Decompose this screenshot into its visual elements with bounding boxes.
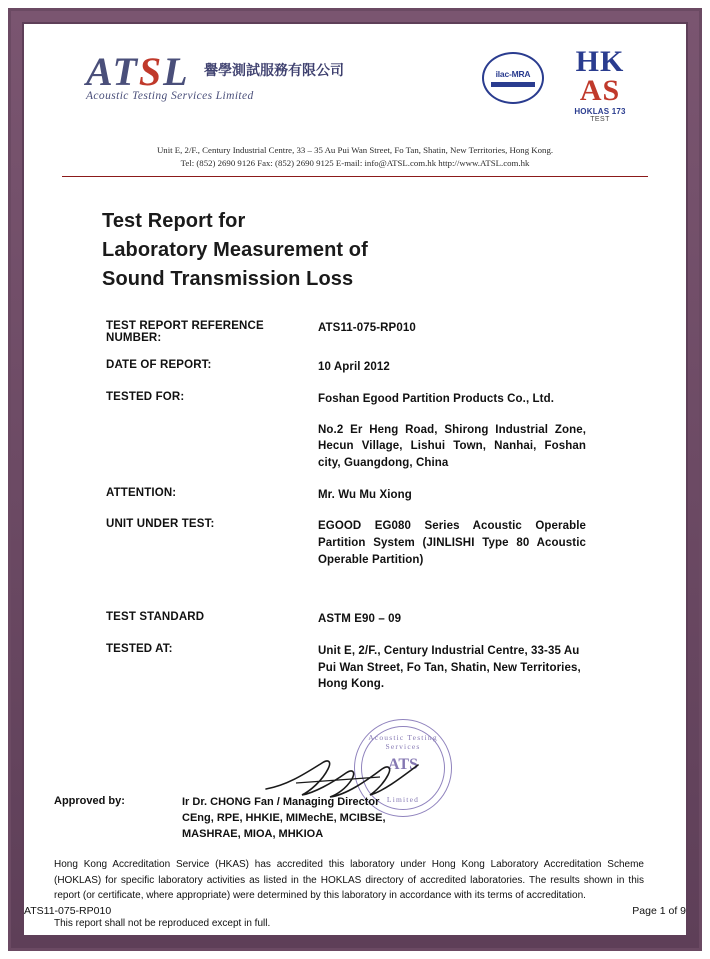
footer-page-number: Page 1 of 9: [632, 905, 686, 917]
field-row: [106, 518, 666, 568]
accreditation-note: Hong Kong Accreditation Service (HKAS) has accredited this laboratory under Hong Kong Laboratory Accreditation Scheme (HOKLAS) for specific laboratory activities as listed in the HOKLAS directory of accredited laboratories. The results shown in this report (or certificate, where appropriate) were determined by this laboratory in accordance with its terms of accreditation.: [54, 859, 644, 902]
stamp-arc-top-text: Acoustic Testing Services: [368, 733, 438, 752]
field-label: [106, 422, 318, 472]
field-row: [106, 320, 666, 344]
field-value: ASTM E90 – 09: [318, 613, 402, 626]
field-label: TESTED AT:: [106, 643, 173, 656]
stamp-center-text: ATS: [388, 756, 418, 774]
title-line-1: Test Report for: [102, 210, 246, 233]
company-name-en: Acoustic Testing Services Limited: [86, 90, 254, 102]
ilac-mra-label: ilac-MRA: [495, 69, 531, 79]
approved-by-label: Approved by:: [54, 795, 125, 808]
field-spacer: [106, 583, 666, 611]
logo-text-suffix: L: [163, 49, 190, 94]
field-row: [106, 422, 666, 472]
field-value: Foshan Egood Partition Products Co., Ltd.: [318, 393, 555, 406]
field-label: DATE OF REPORT:: [106, 359, 212, 372]
hkas-sub-label: TEST: [590, 116, 610, 123]
title-line-3: Sound Transmission Loss: [102, 268, 354, 291]
field-label: ATTENTION:: [106, 486, 177, 499]
ilac-bar-icon: [491, 82, 535, 87]
hkas-top-text: HK: [575, 45, 625, 78]
field-value: Mr. Wu Mu Xiong: [318, 488, 412, 501]
logo-text-mid: S: [138, 49, 164, 94]
field-value: EGOOD EG080 Series Acoustic Operable Partition System (JINLISHI Type 80 Acoustic Operable Partition): [318, 520, 586, 566]
hkas-bottom-text: AS: [579, 73, 621, 107]
field-row: [106, 643, 666, 693]
field-label: TESTED FOR:: [106, 391, 185, 404]
field-row: [106, 611, 666, 628]
title-line-2: Laboratory Measurement of: [102, 239, 368, 262]
signatory-name: Ir Dr. CHONG Fan / Managing Director: [182, 796, 380, 809]
hkas-wordmark: [554, 45, 646, 107]
company-address-line1: Unit E, 2/F., Century Industrial Centre, 33 – 35 Au Pui Wan Street, Fo Tan, Shatin, New Territories, Hong Kong.: [156, 145, 554, 155]
signatory-details: [182, 795, 386, 843]
letterhead: [54, 45, 656, 144]
field-row: [106, 359, 666, 376]
field-label: TEST REPORT REFERENCE NUMBER:: [106, 320, 264, 345]
company-contact-line: Tel: (852) 2690 9126 Fax: (852) 2690 9125 E-mail: info@ATSL.com.hk http://www.ATSL.com.hk: [180, 158, 530, 169]
document-sheet: [30, 30, 680, 929]
letterhead-divider: [62, 176, 648, 177]
page-footer: [24, 905, 686, 917]
footer-reference: ATS11-075-RP010: [24, 905, 112, 917]
signature-block: [54, 733, 656, 847]
field-value: 10 April 2012: [318, 361, 390, 374]
ilac-mra-logo: [482, 52, 544, 104]
field-value: ATS11-075-RP010: [318, 322, 416, 335]
logo-text-prefix: AT: [86, 49, 139, 94]
field-value: Unit E, 2/F., Century Industrial Centre, 33-35 Au Pui Wan Street, Fo Tan, Shatin, New Territories, Hong Kong.: [318, 645, 581, 691]
hoklas-number: HOKLAS 173: [574, 107, 626, 116]
reproduction-note: This report shall not be reproduced except in full.: [54, 917, 271, 929]
hkas-logo: [554, 45, 646, 123]
field-row: [106, 487, 666, 504]
company-name-cn: 譽學測試服務有限公司: [204, 63, 344, 79]
signatory-credentials-line2: MASHRAE, MIOA, MHKIOA: [182, 827, 324, 840]
page-title: [102, 207, 656, 294]
field-label: TEST STANDARD: [106, 611, 205, 624]
stamp-arc-bottom-text: Limited: [386, 795, 420, 805]
field-row: [106, 391, 666, 408]
signatory-credentials-line1: CEng, RPE, HHKIE, MIMechE, MCIBSE,: [182, 812, 386, 825]
field-value: No.2 Er Heng Road, Shirong Industrial Zone, Hecun Village, Lishui Town, Nanhai, Foshan city, Guangdong, China: [318, 423, 586, 470]
field-label: UNIT UNDER TEST:: [106, 518, 215, 531]
report-fields: [106, 320, 666, 693]
